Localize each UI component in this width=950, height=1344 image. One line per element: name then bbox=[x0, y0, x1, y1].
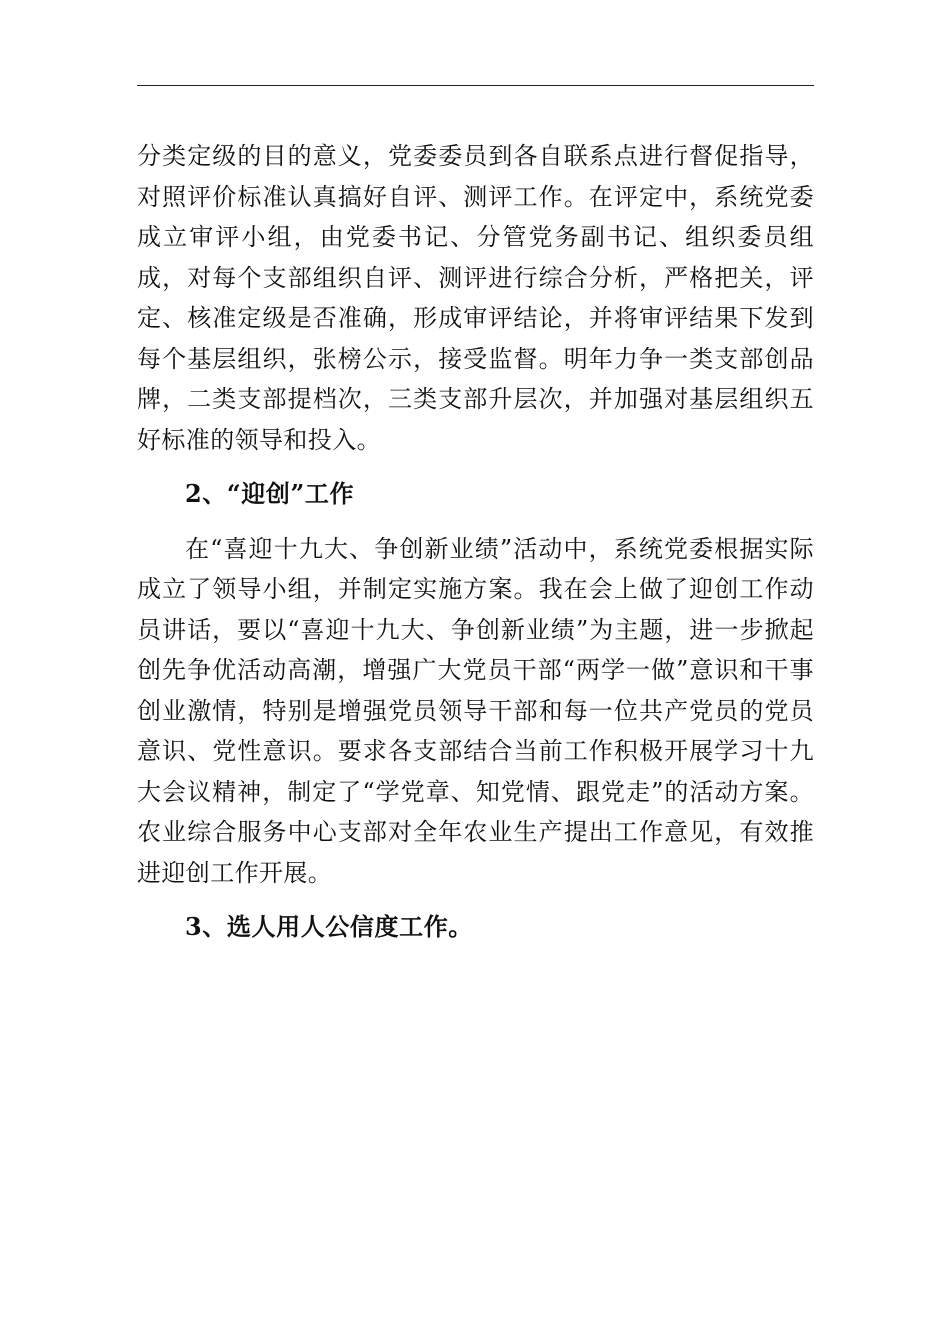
spacer bbox=[137, 460, 814, 474]
spacer bbox=[137, 515, 814, 529]
paragraph-yingchuang: 在“喜迎十九大、争创新业绩”活动中，系统党委根据实际成立了领导小组，并制定实施方案。我在会上做了迎创工作动员讲话，要以“喜迎十九大、争创新业绩”为主题，进一步掀起创先争优活动高潮，增强广大党员干部“两学一做”意识和干事创业激情，特别是增强党员领导干部和每一位共产党员的党员意识、党性意识。要求各支部结合当前工作积极开展学习十九大会议精神，制定了“学党章、知党情、跟党走”的活动方案。农业综合服务中心支部对全年农业生产提出工作意见，有效推进迎创工作开展。 bbox=[137, 534, 814, 887]
section-heading-3: 3、选人用人公信度工作。 bbox=[185, 912, 473, 941]
section-heading-2: 2、“迎创”工作 bbox=[185, 479, 355, 508]
header-rule bbox=[137, 85, 814, 86]
page-body bbox=[137, 136, 814, 948]
spacer bbox=[137, 893, 814, 907]
paragraph-continuation: 分类定级的目的意义，党委委员到各自联系点进行督促指导，对照评价标准认真搞好自评、测评工作。在评定中，系统党委成立审评小组，由党委书记、分管党务副书记、组织委员组成，对每个支部组织自评、测评进行综合分析，严格把关，评定、核准定级是否准确，形成审评结论，并将审评结果下发到每个基层组织，张榜公示，接受监督。明年力争一类支部创品牌，二类支部提档次，三类支部升层次，并加强对基层组织五好标准的领导和投入。 bbox=[137, 142, 814, 454]
